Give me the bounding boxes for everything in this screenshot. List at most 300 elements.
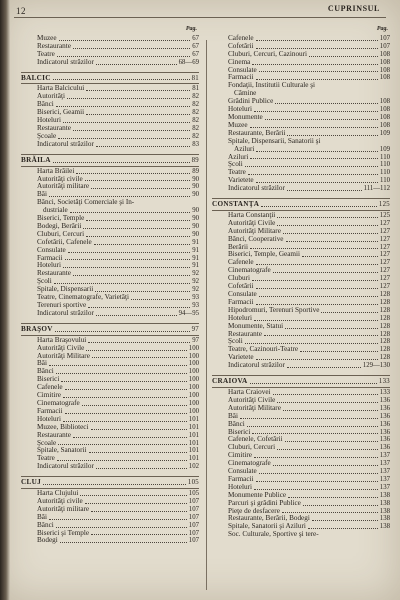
toc-entry — [21, 59, 199, 67]
dot-leader — [56, 106, 190, 107]
page-column-label: Pag. — [376, 26, 388, 32]
dot-leader — [250, 158, 378, 159]
entry-label: Biserici — [37, 375, 60, 384]
entry-label: Muzee — [37, 33, 57, 42]
dot-leader — [277, 449, 378, 450]
entry-label: Consulate — [37, 245, 66, 254]
dot-leader — [250, 127, 378, 128]
entry-page-number: 110 — [380, 177, 390, 185]
dot-leader — [85, 503, 187, 504]
entry-page-number: 128 — [379, 354, 390, 362]
section-separator — [212, 193, 390, 199]
entry-page-number: 101 — [188, 415, 199, 423]
entry-label: Harta Balcicului — [37, 84, 85, 93]
entry-label: Monumente, Statui — [228, 321, 284, 330]
entry-label: Teatre — [228, 168, 246, 177]
entry-label: Farmacii — [37, 253, 63, 262]
dot-leader — [273, 465, 378, 466]
dot-leader — [259, 473, 378, 474]
running-title: CUPRINSUL — [327, 4, 380, 13]
dot-leader — [65, 413, 187, 414]
dot-leader — [76, 173, 190, 174]
entry-page-number: 108 — [379, 58, 390, 66]
dot-leader — [312, 520, 378, 521]
dot-leader — [308, 528, 378, 529]
entry-page-number: 93 — [192, 294, 199, 302]
entry-label: Şcoli — [228, 160, 243, 169]
section-title: CLUJ — [21, 478, 41, 487]
entry-label: Cluburi, Cercuri, Cazinouri — [228, 49, 308, 58]
dot-leader — [86, 220, 190, 221]
entry-page-number: 92 — [192, 278, 199, 286]
entry-label: Cămine — [234, 89, 257, 98]
entry-page-number: 107 — [188, 513, 199, 521]
entry-page-number: 82 — [192, 93, 199, 101]
entry-label: Farmacii — [228, 73, 254, 82]
dot-leader — [82, 405, 187, 406]
entry-label: Restaurante — [37, 430, 71, 439]
toc-right-column — [212, 26, 390, 539]
entry-page-number: 82 — [192, 117, 199, 125]
entry-page-number: 108 — [379, 121, 390, 129]
dot-leader — [91, 188, 190, 189]
entry-page-number: 128 — [379, 346, 390, 354]
entry-page-number: 100 — [188, 376, 199, 384]
entry-page-number: 90 — [192, 222, 199, 230]
entry-label: Băi — [228, 411, 238, 420]
toc-section-heading — [212, 201, 390, 211]
toc-entry — [21, 537, 199, 545]
dot-leader — [287, 367, 361, 368]
entry-label: Harta Clujului — [37, 489, 79, 498]
entry-label: Teatre — [37, 49, 55, 58]
dot-leader — [88, 342, 190, 343]
dot-leader — [49, 365, 187, 366]
dot-leader — [256, 151, 377, 152]
entry-page-number: 82 — [192, 124, 199, 132]
entry-label: Bănci — [228, 419, 245, 428]
entry-page-number: 108 — [379, 113, 390, 121]
dot-leader — [131, 299, 190, 300]
entry-page-number: 90 — [192, 191, 199, 199]
dot-leader — [70, 212, 190, 213]
entry-page-number: 82 — [192, 101, 199, 109]
entry-label: Şcoale — [37, 438, 57, 447]
dot-leader — [261, 206, 377, 207]
entry-page-number: 127 — [379, 251, 390, 259]
entry-page-number: 136 — [379, 444, 390, 452]
dot-leader — [245, 343, 378, 344]
entry-page-number: 102 — [188, 463, 199, 471]
entry-label: Autorităţi militare — [37, 182, 90, 191]
toc-entry — [21, 310, 199, 318]
dot-leader — [288, 497, 378, 498]
entry-page-number: 105 — [188, 490, 199, 498]
entry-label: Cafenele — [228, 258, 254, 267]
entry-page-number: 133 — [378, 378, 390, 386]
dot-leader — [83, 228, 190, 229]
dot-leader — [61, 381, 186, 382]
dot-leader — [252, 280, 378, 281]
entry-label: Indicatorul străzilor — [228, 184, 285, 193]
entry-label: Consulate — [228, 290, 257, 298]
toc-entry — [212, 405, 390, 413]
section-separator — [212, 370, 390, 376]
dot-leader — [252, 64, 377, 65]
entry-page-number: 90 — [192, 175, 199, 183]
entry-page-number: 108 — [379, 74, 390, 82]
entry-label: dustriale — [43, 206, 68, 215]
entry-page-number: 127 — [379, 219, 390, 227]
entry-page-number: 125 — [378, 201, 390, 209]
toc-section-heading — [21, 157, 199, 167]
entry-page-number: 127 — [379, 235, 390, 243]
entry-label: Cofetării — [228, 282, 254, 291]
dot-leader — [96, 64, 177, 65]
dot-leader — [283, 233, 378, 234]
entry-label: Şcoli — [228, 337, 243, 346]
dot-leader — [256, 264, 378, 265]
entry-label: Parcuri şi grădini Publice — [228, 498, 301, 507]
dot-leader — [259, 296, 378, 297]
entry-label: Spitale, Dispensarii — [37, 285, 94, 294]
entry-label: Harta Braşovului — [37, 335, 87, 344]
dot-leader — [73, 275, 190, 276]
entry-page-number: 108 — [379, 106, 390, 114]
entry-label: Bănci — [37, 367, 54, 376]
entry-label: Muzee — [228, 120, 248, 129]
entry-label: Consulate — [228, 467, 257, 476]
entry-label: Bănci, Societăţi Comerciale şi In- — [37, 198, 135, 207]
entry-page-number: 100 — [188, 407, 199, 415]
dot-leader — [63, 122, 190, 123]
entry-label: Bănci — [37, 100, 54, 109]
entry-page-number: 128 — [379, 314, 390, 322]
entry-label: Biserici, Geamii — [37, 108, 85, 117]
entry-page-number: 89 — [191, 156, 199, 164]
entry-label: Varietete — [228, 176, 254, 185]
toc-entry — [212, 531, 390, 539]
entry-label: Hoteluri — [228, 482, 252, 491]
entry-page-number: 81 — [192, 85, 199, 93]
entry-page-number: 100 — [188, 360, 199, 368]
entry-label: Restaurante — [37, 269, 71, 278]
entry-label: Hoteluri — [228, 105, 252, 114]
entry-label: Restaurante, Berării — [228, 128, 286, 137]
entry-page-number: 109 — [379, 129, 390, 137]
dot-leader — [240, 418, 378, 419]
entry-label: Şcoli — [37, 277, 52, 286]
page-number: 12 — [16, 6, 26, 16]
column-divider — [206, 40, 207, 590]
entry-label: Cimitire — [37, 391, 61, 400]
dot-leader — [59, 40, 191, 41]
dot-leader — [247, 426, 378, 427]
entry-label: Spitale, Dispensarii, Sanatorii şi — [228, 136, 321, 145]
toc-entry — [21, 353, 199, 361]
entry-label: Indicatorul străzilor — [228, 361, 285, 370]
entry-label: Teatre, Cinematografe, Varietăţi — [37, 293, 129, 302]
entry-page-number: 83 — [192, 140, 199, 148]
entry-label: Cinematografe — [228, 459, 271, 468]
entry-page-number: 82 — [192, 109, 199, 117]
entry-label: Bodegi — [37, 536, 58, 545]
dot-leader — [73, 48, 190, 49]
entry-label: Teatre, Cazinouri-Teatre — [228, 345, 299, 354]
entry-page-number: 97 — [192, 336, 199, 344]
dot-leader — [43, 484, 186, 485]
entry-label: Cinema — [228, 57, 251, 66]
dot-leader — [56, 527, 187, 528]
entry-page-number: 107 — [188, 505, 199, 513]
entry-label: Consulate — [228, 65, 257, 74]
entry-label: Biserici, Temple — [37, 214, 85, 223]
dot-leader — [91, 511, 187, 512]
dot-leader — [63, 267, 190, 268]
entry-page-number: 109 — [379, 145, 390, 153]
toc-section-heading — [21, 326, 199, 336]
entry-page-number: 90 — [192, 183, 199, 191]
entry-label: Pieţe de desfacere — [228, 506, 280, 515]
entry-label: Autorităţi civile — [37, 174, 83, 183]
toc-section-heading — [21, 75, 199, 85]
entry-label: Autorităţi Militare — [37, 351, 90, 360]
entry-label: Bănci — [37, 520, 54, 529]
dot-leader — [65, 389, 187, 390]
dot-leader — [256, 481, 378, 482]
entry-label: Restaurante — [37, 123, 71, 132]
entry-label: Varietete — [228, 353, 254, 362]
entry-label: Restaurante — [228, 329, 262, 338]
toc-section-heading — [21, 479, 199, 489]
entry-page-number: 81 — [191, 74, 199, 82]
dot-leader — [92, 357, 187, 358]
dot-leader — [68, 252, 190, 253]
entry-label: Hoteluri — [37, 116, 61, 125]
entry-label: Restaurante — [37, 41, 71, 50]
entry-label: Berării — [228, 242, 248, 251]
toc-entry — [212, 185, 390, 193]
dot-leader — [277, 402, 377, 403]
entry-page-number: 138 — [379, 515, 390, 523]
entry-page-number: 100 — [188, 392, 199, 400]
entry-page-number: 136 — [379, 428, 390, 436]
entry-page-number: 136 — [379, 412, 390, 420]
entry-page-number: 136 — [379, 396, 390, 404]
entry-label: Autorităţi Civile — [37, 343, 85, 352]
entry-label: Biserici şi Temple — [37, 528, 90, 537]
dot-leader — [54, 283, 190, 284]
section-title: BRĂILA — [21, 155, 51, 164]
dot-leader — [254, 457, 378, 458]
toc-entry — [21, 141, 199, 149]
dot-leader — [63, 421, 187, 422]
dot-leader — [254, 111, 378, 112]
entry-label: Bănci, Cooperative — [228, 234, 284, 243]
entry-label: Indicatorul străzilor — [37, 462, 94, 471]
entry-label: Hoteluri — [37, 414, 61, 423]
header-rule — [14, 17, 386, 18]
dot-leader — [283, 410, 378, 411]
dot-leader — [309, 56, 378, 57]
dot-leader — [286, 241, 378, 242]
entry-page-number: 101 — [188, 455, 199, 463]
toc-entry — [21, 183, 199, 191]
dot-leader — [254, 320, 378, 321]
dot-leader — [53, 162, 190, 163]
entry-page-number: 100 — [188, 384, 199, 392]
dot-leader — [256, 79, 378, 80]
entry-label: Monumente Publice — [228, 490, 287, 499]
entry-label: Indicatorul străzilor — [37, 308, 94, 317]
section-title: BALCIC — [21, 73, 51, 82]
entry-label: Băi — [37, 359, 47, 368]
toc-entry — [212, 362, 390, 370]
entry-page-number: 101 — [188, 431, 199, 439]
dot-leader — [282, 512, 378, 513]
entry-label: Harta Constanţii — [228, 210, 276, 219]
entry-page-number: 67 — [192, 50, 199, 58]
entry-label: Aziluri — [228, 152, 249, 161]
entry-page-number: 100 — [188, 368, 199, 376]
dot-leader — [80, 495, 186, 496]
entry-label: Cluburi — [228, 274, 250, 283]
toc-entry — [21, 506, 199, 514]
entry-page-number: 97 — [191, 325, 199, 333]
entry-page-number: 128 — [379, 306, 390, 314]
entry-label: Cafenele — [37, 383, 63, 392]
entry-page-number: 105 — [187, 479, 199, 487]
entry-page-number: 67 — [192, 42, 199, 50]
entry-page-number: 67 — [192, 34, 199, 42]
entry-page-number: 108 — [379, 66, 390, 74]
dot-leader — [256, 359, 378, 360]
entry-label: Hipodromuri, Terenuri Sportive — [228, 305, 320, 314]
dot-leader — [58, 444, 187, 445]
section-separator — [21, 149, 199, 155]
entry-label: Teatre — [37, 454, 55, 463]
entry-page-number: 136 — [379, 420, 390, 428]
entry-label: Şcoale — [37, 131, 57, 140]
entry-label: Farmacii — [228, 297, 254, 306]
dot-leader — [250, 383, 377, 384]
entry-page-number: 138 — [379, 499, 390, 507]
entry-page-number: 129—130 — [362, 362, 390, 370]
entry-label: Bodegi, Berării — [37, 221, 82, 230]
entry-page-number: 91 — [192, 238, 199, 246]
entry-page-number: 127 — [379, 243, 390, 251]
dot-leader — [303, 505, 378, 506]
dot-leader — [49, 196, 190, 197]
entry-page-number: 82 — [192, 132, 199, 140]
entry-label: Cafenele, Cofetării — [228, 435, 283, 444]
dot-leader — [96, 468, 187, 469]
entry-page-number: 136 — [379, 436, 390, 444]
dot-leader — [63, 397, 187, 398]
entry-label: Spitale, Sanatorii — [37, 446, 87, 455]
section-separator — [21, 471, 199, 477]
dot-leader — [302, 256, 378, 257]
entry-page-number: 91 — [192, 262, 199, 270]
entry-page-number: 92 — [192, 286, 199, 294]
entry-page-number: 93 — [192, 302, 199, 309]
entry-label: Muzee, Biblioteci — [37, 422, 89, 431]
dot-leader — [287, 190, 362, 191]
entry-label: Indicatorul străzilor — [37, 139, 94, 148]
dot-leader — [65, 259, 191, 260]
entry-page-number: 133 — [379, 388, 390, 396]
dot-leader — [73, 130, 190, 131]
dot-leader — [256, 40, 378, 41]
entry-label: Autorităţi Militare — [228, 226, 281, 235]
dot-leader — [91, 534, 187, 535]
entry-page-number: 128 — [379, 338, 390, 346]
section-separator — [21, 67, 199, 73]
book-binding-edge — [0, 0, 10, 600]
section-title: BRAŞOV — [21, 324, 53, 333]
dot-leader — [56, 373, 187, 374]
entry-page-number: 101 — [188, 447, 199, 455]
entry-label: Farmacii — [228, 474, 254, 483]
entry-page-number: 107 — [379, 42, 390, 50]
entry-page-number: 110 — [380, 153, 390, 161]
dot-leader — [265, 119, 378, 120]
entry-page-number: 91 — [192, 254, 199, 262]
entry-page-number: 138 — [379, 523, 390, 531]
dot-leader — [277, 225, 377, 226]
dot-leader — [321, 312, 377, 313]
entry-page-number: 89 — [192, 167, 199, 175]
dot-leader — [250, 248, 378, 249]
dot-leader — [91, 429, 187, 430]
entry-page-number: 125 — [379, 211, 390, 219]
entry-label: Cofetării — [228, 41, 254, 50]
entry-label: Băi — [37, 190, 47, 199]
dot-leader — [277, 217, 377, 218]
entry-label: Monumente — [228, 112, 263, 121]
entry-page-number: 137 — [379, 475, 390, 483]
entry-page-number: 138 — [379, 507, 390, 515]
dot-leader — [96, 315, 177, 316]
entry-label: Indicatorul străzilor — [37, 57, 94, 66]
dot-leader — [287, 135, 377, 136]
dot-leader — [55, 331, 190, 332]
dot-leader — [273, 394, 378, 395]
entry-label: Autorităţi Militare — [228, 403, 281, 412]
section-title: CRAIOVA — [212, 377, 248, 386]
entry-page-number: 101 — [188, 439, 199, 447]
entry-page-number: 107 — [188, 521, 199, 529]
dot-leader — [256, 48, 378, 49]
entry-page-number: 138 — [379, 491, 390, 499]
entry-page-number: 128 — [379, 330, 390, 338]
entry-label: Hoteluri — [228, 313, 252, 322]
entry-label: Cinematografe — [228, 266, 271, 275]
entry-label: Cimitire — [228, 451, 252, 460]
dot-leader — [300, 351, 378, 352]
entry-label: Fondaţii, Institutii Culturale şi — [228, 81, 316, 90]
entry-page-number: 90 — [192, 207, 199, 215]
entry-label: Autorităţi Civile — [228, 218, 276, 227]
entry-page-number: 90 — [192, 215, 199, 223]
entry-page-number: 128 — [379, 322, 390, 330]
entry-page-number: 92 — [192, 270, 199, 278]
entry-page-number: 100 — [188, 344, 199, 352]
entry-page-number: 110 — [380, 161, 390, 169]
entry-label: Terenuri sportive — [37, 301, 87, 309]
entry-page-number: 136 — [379, 404, 390, 412]
entry-page-number: 137 — [379, 460, 390, 468]
